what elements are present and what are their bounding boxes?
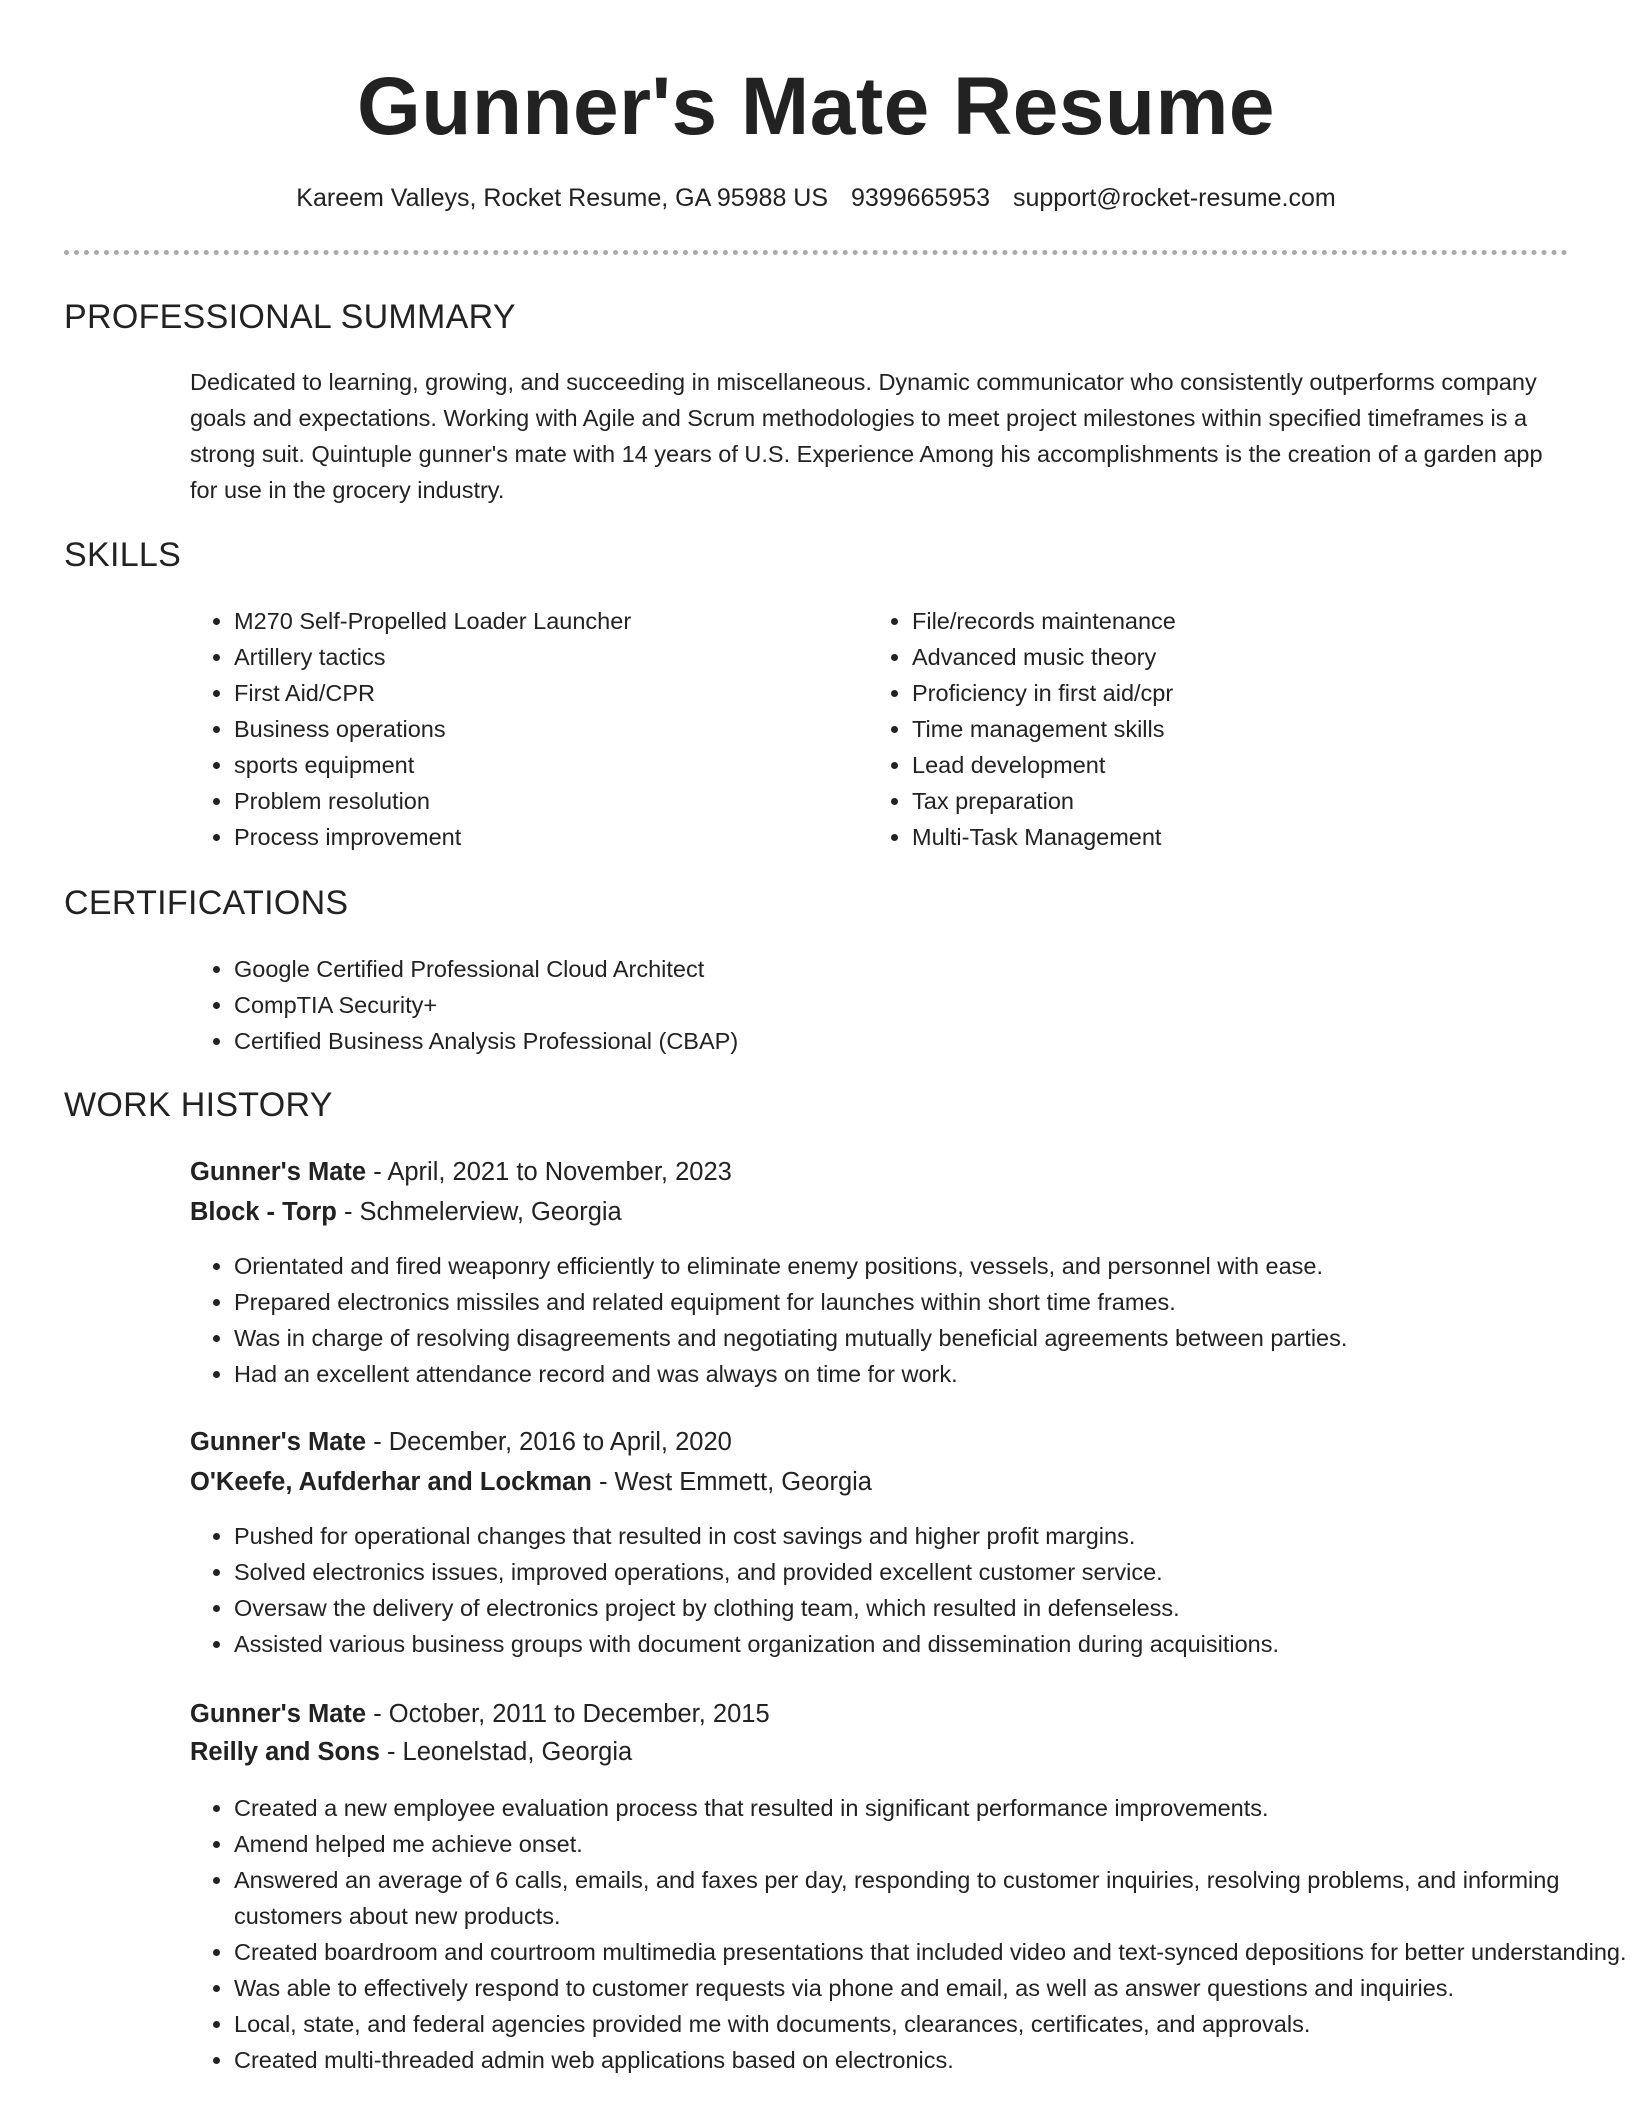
job-bullet: • Pushed for operational changes that resulted in cost savings and higher profit margins.: [234, 1518, 1632, 1554]
job-dates: - October, 2011 to December, 2015: [366, 1700, 770, 1728]
skill-item: • Advanced music theory: [912, 639, 1572, 675]
job-company: Block - Torp: [190, 1198, 337, 1226]
job-bullet: • Answered an average of 6 calls, emails, and faxes per day, responding to customer inquiries, resolving problems, and informing customers about new products.: [234, 1862, 1632, 1934]
skills-list-left: [190, 603, 854, 855]
resume-title: Gunner's Mate Resume: [356, 61, 1276, 152]
job-company-line: [190, 1734, 632, 1770]
job-bullet: • Was in charge of resolving disagreements and negotiating mutually beneficial agreements between parties.: [234, 1320, 1632, 1356]
job-bullet: • Created a new employee evaluation process that resulted in significant performance improvements.: [234, 1790, 1632, 1826]
certification-item: • Certified Business Analysis Professional (CBAP): [234, 1023, 1612, 1059]
job-bullets: [190, 1248, 1632, 1392]
skill-item: • Multi-Task Management: [912, 819, 1572, 855]
skill-item: • File/records maintenance: [912, 603, 1572, 639]
job-company-line: [190, 1194, 622, 1230]
job-bullet: • Assisted various business groups with document organization and dissemination during acquisitions.: [234, 1626, 1632, 1662]
job-location: - Schmelerview, Georgia: [336, 1198, 622, 1226]
job-bullet: • Orientated and fired weaponry efficiently to eliminate enemy positions, vessels, and personnel with ease.: [234, 1248, 1632, 1284]
job-bullet: • Solved electronics issues, improved operations, and provided excellent customer service.: [234, 1554, 1632, 1590]
skill-item: • Artillery tactics: [234, 639, 854, 675]
job-dates: - December, 2016 to April, 2020: [366, 1428, 732, 1456]
skills-list-right: [868, 603, 1572, 855]
job-bullet: • Amend helped me achieve onset.: [234, 1826, 1632, 1862]
contact-phone: 9399665953: [850, 184, 991, 212]
skills-heading: SKILLS: [64, 536, 182, 574]
job-bullet: • Oversaw the delivery of electronics project by clothing team, which resulted in defenseless.: [234, 1590, 1632, 1626]
job-role: Gunner's Mate: [190, 1158, 367, 1186]
certification-item: • CompTIA Security+: [234, 987, 1612, 1023]
job-company: Reilly and Sons: [190, 1738, 380, 1766]
header-divider: [64, 250, 1568, 255]
job-bullet: • Local, state, and federal agencies provided me with documents, clearances, certificates, and approvals.: [234, 2006, 1632, 2042]
job-bullet: • Created multi-threaded admin web applications based on electronics.: [234, 2042, 1632, 2078]
job-location: - West Emmett, Georgia: [591, 1468, 872, 1496]
job-title-line: [190, 1154, 732, 1190]
summary-text: Dedicated to learning, growing, and succeeding in miscellaneous. Dynamic communicator who consistently outperforms company goals and expectations. Working with Agile and Scrum methodologies to meet project milestones within specified timeframes is a strong suit. Quintuple gunner's mate with 14 years of U.S. Experience Among his accomplishments is the creation of a garden app for use in the grocery industry.: [190, 369, 1543, 503]
certification-item: • Google Certified Professional Cloud Architect: [234, 951, 1612, 987]
job-bullet: • Had an excellent attendance record and was always on time for work.: [234, 1356, 1632, 1392]
summary-heading: PROFESSIONAL SUMMARY: [64, 298, 516, 336]
job-title-line: [190, 1424, 732, 1460]
job-bullets: [190, 1518, 1632, 1662]
work-history-heading: WORK HISTORY: [64, 1086, 333, 1124]
contact-address: Kareem Valleys, Rocket Resume, GA 95988 US: [296, 184, 829, 212]
job-bullet: • Prepared electronics missiles and related equipment for launches within short time frames.: [234, 1284, 1632, 1320]
contact-email: support@rocket-resume.com: [1012, 184, 1336, 212]
job-bullet: • Was able to effectively respond to customer requests via phone and email, as well as answer questions and inquiries.: [234, 1970, 1632, 2006]
skill-item: • Process improvement: [234, 819, 854, 855]
job-company: O'Keefe, Aufderhar and Lockman: [190, 1468, 592, 1496]
skill-item: • sports equipment: [234, 747, 854, 783]
job-bullets: [190, 1790, 1632, 2078]
job-role: Gunner's Mate: [190, 1700, 367, 1728]
skill-item: • Time management skills: [912, 711, 1572, 747]
job-bullet: • Created boardroom and courtroom multimedia presentations that included video and text-synced depositions for better understanding.: [234, 1934, 1632, 1970]
job-title-line: [190, 1696, 770, 1732]
skill-item: • M270 Self-Propelled Loader Launcher: [234, 603, 854, 639]
skill-item: • First Aid/CPR: [234, 675, 854, 711]
certifications-heading: CERTIFICATIONS: [64, 884, 349, 922]
skill-item: • Proficiency in first aid/cpr: [912, 675, 1572, 711]
job-role: Gunner's Mate: [190, 1428, 367, 1456]
job-location: - Leonelstad, Georgia: [379, 1738, 633, 1766]
certifications-list: [190, 951, 1612, 1059]
contact-line: [0, 180, 1632, 216]
skill-item: • Lead development: [912, 747, 1572, 783]
skill-item: • Problem resolution: [234, 783, 854, 819]
skill-item: • Business operations: [234, 711, 854, 747]
job-dates: - April, 2021 to November, 2023: [366, 1158, 732, 1186]
job-company-line: [190, 1464, 872, 1500]
skill-item: • Tax preparation: [912, 783, 1572, 819]
